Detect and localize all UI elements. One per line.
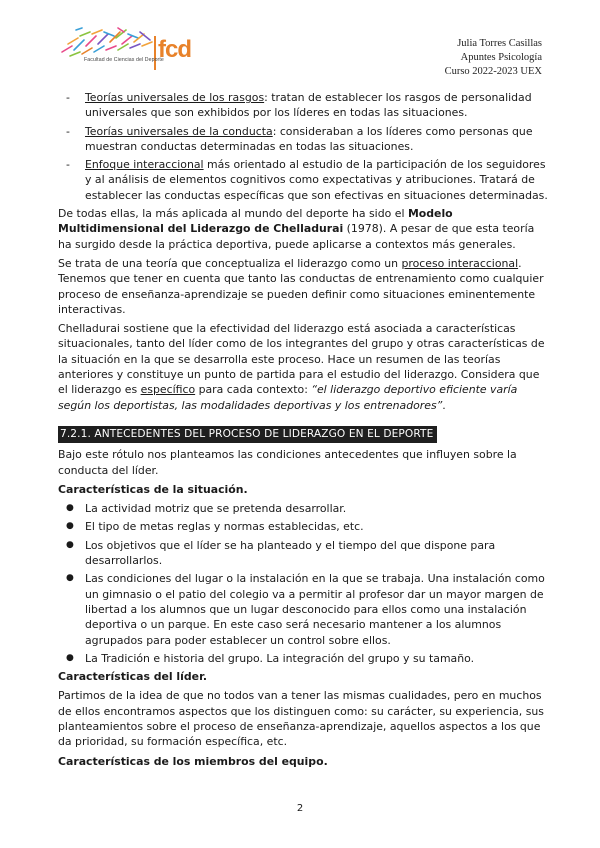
header-subject: Apuntes Psicología bbox=[460, 52, 542, 63]
list-item-text: La actividad motriz que se pretenda desarrollar. bbox=[85, 502, 347, 516]
theory-text: : tratan de establecer los rasgos de personalidad universales que son exhibidos por los líderes en todas las situaciones. bbox=[85, 91, 532, 120]
italic-quote: “el liderazgo deportivo eficiente varía según los deportistas, las modalidades deportivas y los entrenadores” bbox=[58, 383, 518, 412]
header-author: Julia Torres Casillas bbox=[457, 38, 542, 49]
list-item-text: El tipo de metas reglas y normas establecidas, etc. bbox=[85, 520, 364, 534]
situation-heading: Características de la situación. bbox=[58, 482, 248, 496]
list-item bbox=[58, 571, 548, 647]
bullet-icon: ● bbox=[66, 521, 74, 532]
text-run: . Tenemos que tener en cuenta que tanto las conductas de entrenamiento como cualquier proceso de enseñanza-aprendizaje se pueden definir como situaciones eminentemente interactivas. bbox=[58, 256, 544, 316]
page-header bbox=[445, 37, 542, 79]
theories-list bbox=[58, 90, 548, 203]
list-item bbox=[58, 501, 548, 516]
underlined-term: proceso interaccional bbox=[401, 256, 519, 270]
page-number: 2 bbox=[296, 803, 304, 814]
leader-heading: Características del líder. bbox=[58, 670, 208, 684]
text-run: (1978). A pesar de que esta teoría ha surgido desde la práctica deportiva, puede aplicarse a contextos más generales. bbox=[58, 222, 535, 251]
theory-term: Teorías universales de los rasgos bbox=[85, 91, 265, 104]
section-intro: Bajo este rótulo nos planteamos las condiciones antecedentes que influyen sobre la conducta del líder. bbox=[58, 448, 517, 477]
list-item bbox=[58, 157, 548, 203]
bullet-icon: ● bbox=[66, 652, 74, 663]
header-course: Curso 2022-2023 UEX bbox=[444, 66, 542, 77]
list-item bbox=[58, 519, 548, 534]
underlined-term: específico bbox=[140, 383, 196, 397]
paragraph bbox=[58, 256, 548, 317]
bullet-icon: ● bbox=[66, 539, 74, 550]
list-item-text: La Tradición e historia del grupo. La integración del grupo y su tamaño. bbox=[85, 651, 475, 665]
list-item bbox=[58, 90, 548, 121]
text-run: Se trata de una teoría que conceptualiza el liderazgo como un bbox=[58, 256, 402, 270]
list-item bbox=[58, 538, 548, 569]
text-run: . bbox=[442, 398, 446, 412]
list-item-text: Las condiciones del lugar o la instalación en la que se trabaja. Una instalación como un gimnasio o el patio del colegio va a permitir al profesor dar un mayor margen de libertad a los alumnos que un lugar desconocido para ellos como una instalación deportiva o un parque. En este caso será necesario mantener a los alumnos agrupados para poder establecer un control sobre ellos. bbox=[85, 572, 545, 647]
logo-text: fcd bbox=[158, 36, 191, 63]
dash-marker: - bbox=[66, 158, 70, 172]
members-heading: Características de los miembros del equipo. bbox=[58, 754, 328, 768]
page-content bbox=[58, 90, 548, 773]
text-run: De todas ellas, la más aplicada al mundo del deporte ha sido el bbox=[58, 207, 408, 221]
logo-caption: Facultad de Ciencias del Deporte bbox=[84, 57, 164, 63]
section-title: 7.2.1. ANTECEDENTES DEL PROCESO DE LIDERAZGO EN EL DEPORTE bbox=[58, 426, 437, 443]
paragraph bbox=[58, 206, 548, 252]
bullet-icon: ● bbox=[66, 573, 74, 584]
situation-list bbox=[58, 501, 548, 666]
model-name: Modelo Multidimensional del Liderazgo de Chelladurai bbox=[58, 207, 453, 236]
paragraph bbox=[58, 321, 548, 413]
theory-term: Enfoque interaccional bbox=[85, 158, 204, 172]
leader-text: Partimos de la idea de que no todos van a tener las mismas cualidades, pero en muchos de ellos encontramos aspectos que los distinguen como: su carácter, su experiencia, sus planteamientos sobre el proceso de enseñanza-aprendizaje, aquellos aspectos a los que da prioridad, su formación específica, etc. bbox=[58, 689, 544, 749]
theory-text: : consideraban a los líderes como personas que muestran conductas determinadas en todas las situaciones. bbox=[85, 124, 533, 153]
list-item-text: Los objetivos que el líder se ha planteado y el tiempo del que dispone para desarrollarlos. bbox=[85, 538, 496, 568]
text-run: Chelladurai sostiene que la efectividad del liderazgo está asociada a características situacionales, tanto del líder como de los integrantes del grupo y otras características de la situación en la que se desarrolla este proceso. Hace un resumen de las teorías anteriores y constituye un punto de partida para el estudio del liderazgo. Considera que el liderazgo es bbox=[58, 322, 545, 397]
theory-text: más orientado al estudio de la participación de los seguidores y al análisis de elementos cognitivos como expectativas y atribuciones. Tratará de establecer las conductas específicas que son efectivas en situaciones determinadas. bbox=[85, 158, 548, 202]
list-item bbox=[58, 124, 548, 155]
bullet-icon: ● bbox=[66, 503, 74, 514]
dash-marker: - bbox=[66, 124, 70, 138]
theory-term: Teorías universales de la conducta bbox=[85, 124, 273, 138]
text-run: para cada contexto: bbox=[195, 383, 312, 397]
dash-marker: - bbox=[66, 91, 70, 104]
list-item bbox=[58, 651, 548, 666]
